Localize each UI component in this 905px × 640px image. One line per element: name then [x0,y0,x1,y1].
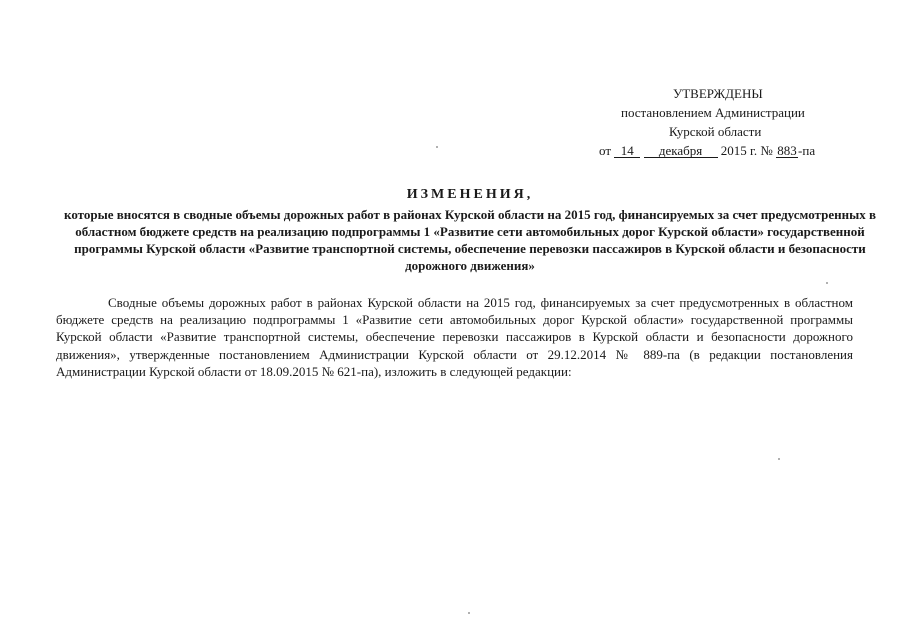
approval-date-line [560,141,890,160]
scan-speck [778,458,780,460]
scan-speck [826,282,828,284]
approval-by-resolution: постановлением Администрации [621,105,805,120]
approval-region: Курской области [669,124,762,139]
document-title: ИЗМЕНЕНИЯ, [406,187,534,202]
document-subtitle: которые вносятся в сводные объемы дорожных работ в районах Курской области на 2015 год, финансируемых за счет предусмотренных в областном бюджете средств на реализацию подпрограммы 1 «Развитие сети автомобильных дорог Курской области» государственной программы Курской области «Развитие транспортной системы, обеспечение перевозки пассажиров в Курской области и безопасности дорожного движения» [64,207,876,273]
document-number: 883 [777,143,797,158]
scan-speck [468,612,470,614]
body-paragraph: Сводные объемы дорожных работ в районах Курской области на 2015 год, финансируемых за счет предусмотренных в областном бюджете средств на реализацию подпрограммы 1 «Развитие сети автомобильных дорог Курской области» государственной программы Курской области «Развитие транспортной системы, обеспечение перевозки пассажиров в Курской области и безопасности дорожного движения», утвержденные постановлением Администрации Курской области от 29.12.2014 № 889-па (в редакции постановления Администрации Курской области от 18.09.2015 № 621-па), изложить в следующей редакции: [56,295,853,379]
document-number-suffix: -па [798,143,816,158]
approval-block [560,84,890,160]
date-year: 2015 г. № [720,143,773,158]
date-prefix: от [599,143,612,158]
date-day: 14 [614,144,640,158]
approval-title: УТВЕРЖДЕНЫ [673,86,763,101]
document-heading [60,186,880,274]
date-month: декабря [644,144,718,158]
scan-speck [436,146,438,148]
